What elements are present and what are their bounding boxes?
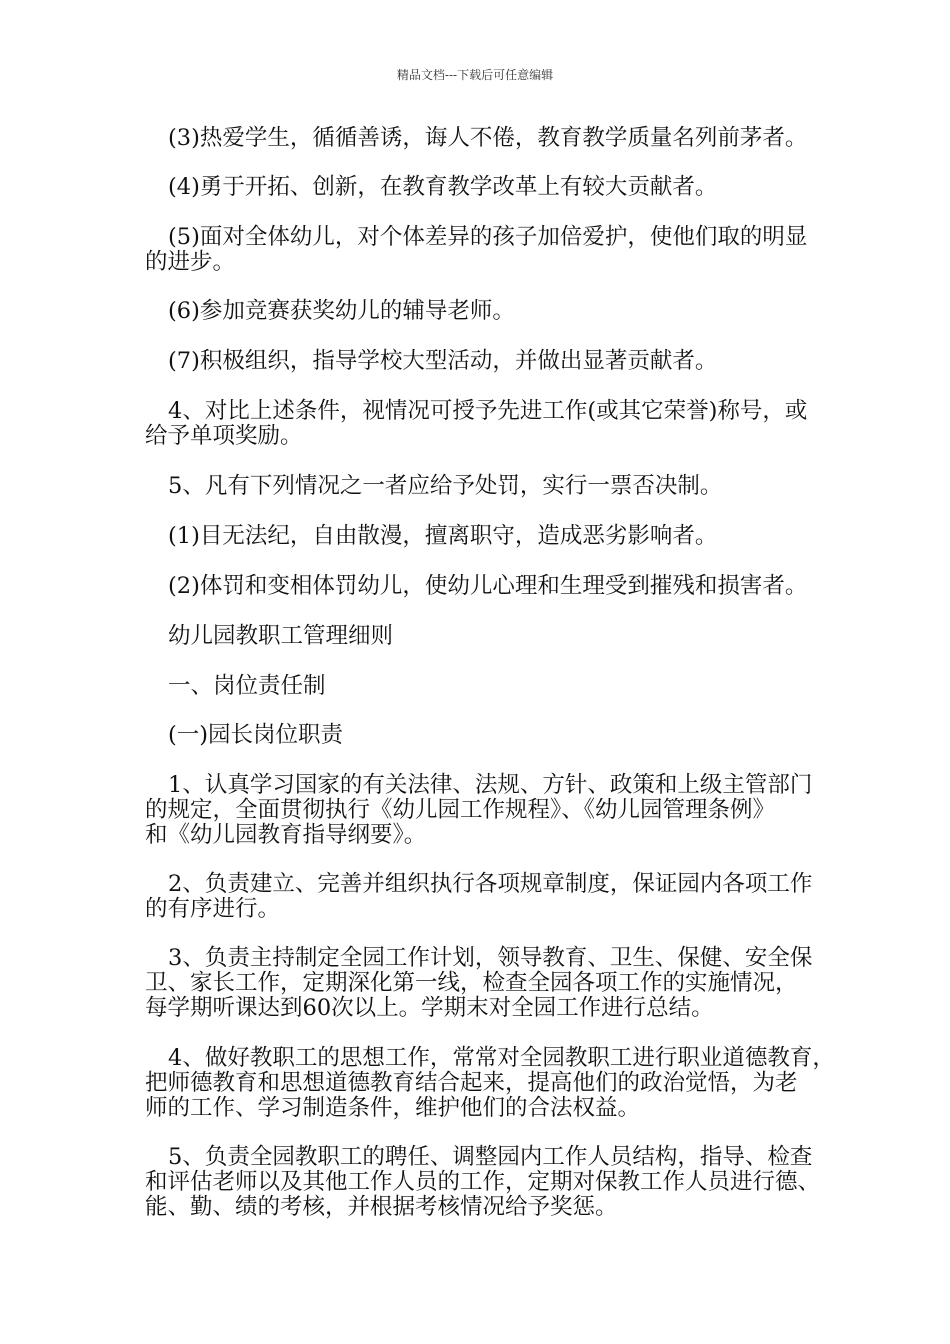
paragraph-line: 的有序进行。	[145, 895, 281, 922]
paragraph	[145, 524, 825, 549]
paragraph-line: (6)参加竞赛获奖幼儿的辅导老师。	[168, 298, 515, 324]
paragraph-line: 2、负责建立、完善并组织执行各项规章制度，保证园内各项工作	[168, 871, 813, 897]
paragraph	[145, 299, 825, 324]
paragraph-line: 5、负责全园教职工的聘任、调整园内工作人员结构，指导、检查	[168, 1144, 813, 1170]
paragraph-line: (2)体罚和变相体罚幼儿，使幼儿心理和生理受到摧残和损害者。	[168, 573, 808, 599]
paragraph-line: 师的工作、学习制造条件，维护他们的合法权益。	[145, 1094, 641, 1121]
paragraph	[145, 399, 825, 449]
paragraph	[145, 225, 825, 275]
paragraph	[145, 1145, 825, 1219]
paragraph-line: 的进步。	[145, 248, 236, 275]
paragraph	[145, 946, 825, 1020]
paragraph-line: 5、凡有下列情况之一者应给予处罚，实行一票否决制。	[168, 473, 723, 499]
paragraph-line: 每学期听课达到60次以上。学期末对全园工作进行总结。	[145, 994, 714, 1021]
paragraph-line: 卫、家长工作，定期深化第一线，检查全园各项工作的实施情况，	[145, 969, 798, 996]
paragraph	[145, 474, 825, 499]
paragraph-line: 的规定，全面贯彻执行《幼儿园工作规程》、《幼儿园管理条例》	[145, 796, 776, 823]
paragraph	[145, 175, 825, 200]
paragraph-line: 和《幼儿园教育指导纲要》。	[145, 821, 427, 848]
paragraph	[145, 624, 825, 649]
paragraph	[145, 574, 825, 599]
paragraph-line: (4)勇于开拓、创新，在教育教学改革上有较大贡献者。	[168, 174, 718, 200]
paragraph-line: (1)目无法纪，自由散漫，擅离职守，造成恶劣影响者。	[168, 523, 718, 549]
paragraph-line: (5)面对全体幼儿，对个体差异的孩子加倍爱护，使他们取的明显	[168, 224, 808, 250]
paragraph	[145, 773, 825, 847]
page-header: 精品文档---下载后可任意编辑	[396, 68, 554, 82]
paragraph-line: (一)园长岗位职责	[168, 722, 344, 748]
paragraph-line: (7)积极组织，指导学校大型活动，并做出显著贡献者。	[168, 348, 718, 374]
paragraph-line: 幼儿园教职工管理细则	[168, 623, 394, 649]
paragraph-line: 3、负责主持制定全园工作计划，领导教育、卫生、保健、安全保	[168, 945, 813, 971]
paragraph-line: 和评估老师以及其他工作人员的工作，定期对保教工作人员进行德、	[145, 1168, 821, 1195]
paragraph-line: 4、做好教职工的思想工作，常常对全园教职工进行职业道德教育，	[168, 1045, 835, 1071]
paragraph-line: (3)热爱学生，循循善诱，诲人不倦，教育教学质量名列前茅者。	[168, 125, 808, 151]
paragraph-line: 把师德教育和思想道德教育结合起来，提高他们的政治觉悟，为老	[145, 1069, 798, 1096]
paragraph	[145, 1045, 835, 1121]
paragraph-line: 一、岗位责任制	[168, 673, 326, 699]
paragraph-line: 给予单项奖励。	[145, 422, 303, 449]
paragraph	[145, 349, 825, 374]
paragraph-line: 1、认真学习国家的有关法律、法规、方针、政策和上级主管部门	[168, 772, 813, 798]
paragraph	[145, 674, 825, 699]
paragraph	[145, 872, 825, 922]
paragraph	[145, 723, 825, 748]
paragraph-line: 4、对比上述条件，视情况可授予先进工作(或其它荣誉)称号，或	[168, 398, 808, 424]
paragraph-line: 能、勤、绩的考核，并根据考核情况给予奖惩。	[145, 1193, 618, 1220]
paragraph	[145, 126, 825, 151]
